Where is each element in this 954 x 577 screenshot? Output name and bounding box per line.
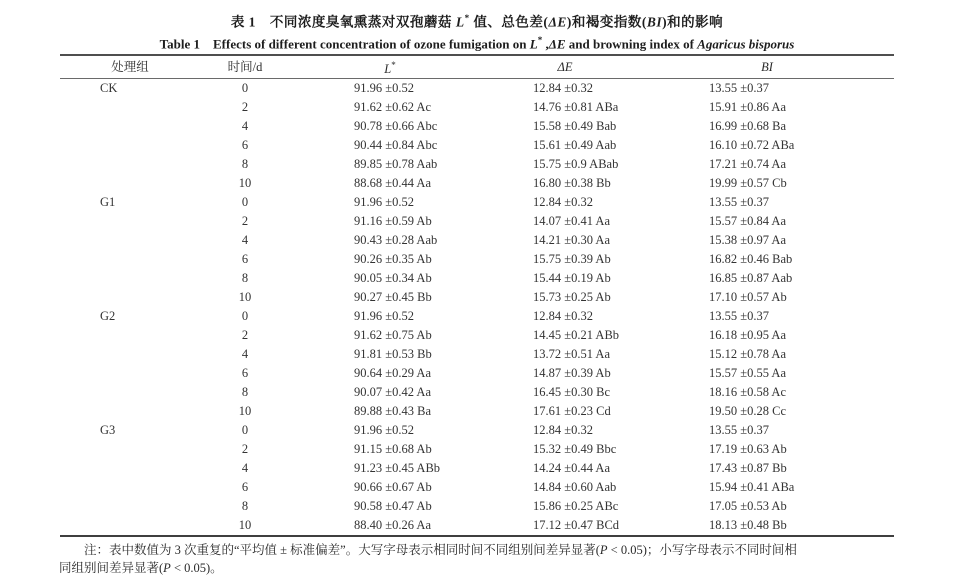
cell-L: 90.07 ±0.42 Aa [354, 384, 431, 399]
cell-L: 91.96 ±0.52 [354, 194, 414, 209]
cell-L: 89.88 ±0.43 Ba [354, 403, 431, 418]
cell-BI: 16.85 ±0.87 Aab [709, 270, 793, 285]
cell-time: 0 [241, 80, 249, 95]
title-cn-prefix: 表 1 不同浓度臭氧熏蒸对双孢蘑菇 [230, 14, 456, 30]
cell-BI: 13.55 ±0.37 [709, 308, 769, 323]
col-header-deltaE [490, 55, 640, 79]
cell-L: 90.26 ±0.35 Ab [354, 251, 432, 266]
cell-L: 90.05 ±0.34 Ab [354, 270, 432, 285]
cell-deltaE: 14.07 ±0.41 Aa [533, 213, 610, 228]
table-row [60, 117, 894, 136]
cell-L: 91.16 ±0.59 Ab [354, 213, 432, 228]
cell-L: 90.58 ±0.47 Ab [354, 498, 432, 513]
cell-BI: 17.43 ±0.87 Bb [709, 460, 787, 475]
cell-group [60, 250, 200, 269]
title-en-prefix: Table 1 Effects of different concentration of ozone fumigation on [159, 35, 530, 51]
title-cn-BI: BI [646, 14, 663, 30]
cell-BI: 15.12 ±0.78 Aa [709, 346, 786, 361]
col-header-L [290, 55, 490, 79]
cell-BI: 15.91 ±0.86 Aa [709, 99, 786, 114]
title-cn-mid1: 值、总色差( [469, 14, 549, 30]
cell-group [60, 383, 200, 402]
cell-group [60, 231, 200, 250]
cell-time: 8 [241, 156, 249, 171]
cell-BI: 15.57 ±0.84 Aa [709, 213, 786, 228]
table-row [60, 516, 894, 536]
cell-deltaE: 15.44 ±0.19 Ab [533, 270, 611, 285]
table-row [60, 136, 894, 155]
cell-group [60, 212, 200, 231]
cell-deltaE: 14.24 ±0.44 Aa [533, 460, 610, 475]
cell-time: 6 [241, 365, 249, 380]
title-en-L: L [529, 35, 538, 51]
cell-time: 4 [241, 460, 249, 475]
table-row [60, 193, 894, 212]
cell-BI: 15.94 ±0.41 ABa [709, 479, 795, 494]
table-row [60, 459, 894, 478]
footnote-1-P: P [599, 542, 608, 557]
table-body [60, 78, 894, 536]
cell-BI: 17.10 ±0.57 Ab [709, 289, 787, 304]
cell-group [60, 459, 200, 478]
cell-BI: 19.50 ±0.28 Cc [709, 403, 786, 418]
table-title-en [0, 32, 954, 52]
cell-group [60, 326, 200, 345]
cell-BI: 15.57 ±0.55 Aa [709, 365, 786, 380]
col-header-BI-label: BI [761, 59, 773, 74]
cell-group [60, 364, 200, 383]
table-row [60, 231, 894, 250]
cell-L: 90.66 ±0.67 Ab [354, 479, 432, 494]
title-cn-suffix: )和的影响 [662, 14, 724, 30]
cell-deltaE: 13.72 ±0.51 Aa [533, 346, 610, 361]
cell-deltaE: 15.61 ±0.49 Aab [533, 137, 617, 152]
cell-L: 91.62 ±0.62 Ac [354, 99, 431, 114]
cell-group [60, 478, 200, 497]
table-row [60, 78, 894, 98]
cell-L: 90.44 ±0.84 Abc [354, 137, 438, 152]
cell-deltaE: 17.61 ±0.23 Cd [533, 403, 611, 418]
cell-L: 90.43 ±0.28 Aab [354, 232, 438, 247]
data-table [60, 54, 894, 537]
cell-time: 8 [241, 270, 249, 285]
cell-group: G3 [100, 422, 116, 437]
cell-deltaE: 12.84 ±0.32 [533, 308, 593, 323]
cell-group [60, 98, 200, 117]
title-cn-L-sup: * [464, 13, 470, 23]
table-row [60, 98, 894, 117]
cell-time: 0 [241, 308, 249, 323]
cell-deltaE: 15.75 ±0.9 ABab [533, 156, 619, 171]
cell-time: 2 [241, 213, 249, 228]
footnote-1b: < 0.05)；小写字母表示不同时间相 [607, 542, 797, 557]
cell-deltaE: 15.73 ±0.25 Ab [533, 289, 611, 304]
cell-L: 90.64 ±0.29 Aa [354, 365, 431, 380]
footnote-line-2 [59, 559, 895, 577]
cell-time: 4 [241, 232, 249, 247]
cell-group: G1 [100, 194, 116, 209]
table-row [60, 497, 894, 516]
title-en-mid2: and browning index of [565, 35, 698, 51]
cell-group [60, 497, 200, 516]
cell-BI: 19.99 ±0.57 Cb [709, 175, 787, 190]
cell-group [60, 440, 200, 459]
col-header-time: 时间/d [200, 55, 290, 79]
cell-BI: 13.55 ±0.37 [709, 422, 769, 437]
cell-BI: 17.05 ±0.53 Ab [709, 498, 787, 513]
cell-time: 10 [238, 403, 252, 418]
footnote-line-1 [59, 541, 895, 559]
cell-deltaE: 12.84 ±0.32 [533, 194, 593, 209]
table-row [60, 155, 894, 174]
col-header-BI [640, 55, 894, 79]
title-en-mid1: , [542, 35, 549, 51]
title-en-deltaE: ΔE [548, 35, 566, 51]
cell-deltaE: 14.21 ±0.30 Aa [533, 232, 610, 247]
cell-time: 2 [241, 99, 249, 114]
table-row [60, 250, 894, 269]
cell-group [60, 402, 200, 421]
cell-BI: 16.18 ±0.95 Aa [709, 327, 786, 342]
title-en-species: Agaricus bisporus [697, 35, 795, 51]
cell-L: 90.27 ±0.45 Bb [354, 289, 432, 304]
footnote-1a: 注：表中数值为 3 次重复的“平均值 ± 标准偏差”。大写字母表示相同时间不同组别间差异显著( [84, 542, 600, 557]
table-row [60, 345, 894, 364]
cell-deltaE: 14.87 ±0.39 Ab [533, 365, 611, 380]
cell-deltaE: 15.86 ±0.25 ABc [533, 498, 619, 513]
cell-deltaE: 14.45 ±0.21 ABb [533, 327, 620, 342]
cell-group [60, 117, 200, 136]
cell-L: 88.40 ±0.26 Aa [354, 517, 431, 532]
cell-group [60, 174, 200, 193]
footnote-2a: 同组别间差异显著( [59, 560, 164, 575]
cell-time: 8 [241, 384, 249, 399]
cell-BI: 15.38 ±0.97 Aa [709, 232, 786, 247]
col-header-L-sup: * [391, 59, 396, 70]
table-row [60, 383, 894, 402]
cell-L: 88.68 ±0.44 Aa [354, 175, 431, 190]
table-row [60, 174, 894, 193]
cell-BI: 16.99 ±0.68 Ba [709, 118, 786, 133]
cell-time: 10 [238, 175, 252, 190]
table-row [60, 307, 894, 326]
cell-time: 10 [238, 289, 252, 304]
header-row [60, 55, 894, 79]
cell-BI: 13.55 ±0.37 [709, 194, 769, 209]
cell-time: 0 [241, 422, 249, 437]
cell-BI: 18.13 ±0.48 Bb [709, 517, 787, 532]
cell-group [60, 136, 200, 155]
cell-time: 2 [241, 441, 249, 456]
cell-time: 2 [241, 327, 249, 342]
cell-BI: 17.19 ±0.63 Ab [709, 441, 787, 456]
cell-time: 8 [241, 498, 249, 513]
cell-deltaE: 12.84 ±0.32 [533, 422, 593, 437]
cell-L: 89.85 ±0.78 Aab [354, 156, 438, 171]
cell-L: 90.78 ±0.66 Abc [354, 118, 438, 133]
cell-group [60, 269, 200, 288]
table-row [60, 440, 894, 459]
cell-BI: 17.21 ±0.74 Aa [709, 156, 786, 171]
cell-group [60, 288, 200, 307]
table-row [60, 402, 894, 421]
cell-BI: 16.82 ±0.46 Bab [709, 251, 793, 266]
table-title-cn [0, 0, 954, 32]
cell-L: 91.15 ±0.68 Ab [354, 441, 432, 456]
cell-time: 6 [241, 479, 249, 494]
cell-time: 4 [241, 346, 249, 361]
footnote-2-P: P [163, 560, 171, 575]
cell-group: G2 [100, 308, 116, 323]
cell-time: 4 [241, 118, 249, 133]
cell-deltaE: 12.84 ±0.32 [533, 80, 593, 95]
cell-group: CK [100, 80, 118, 95]
title-cn-mid2: )和褐变指数( [566, 14, 647, 30]
cell-group [60, 155, 200, 174]
cell-group [60, 516, 200, 536]
table-row [60, 364, 894, 383]
cell-time: 10 [238, 517, 252, 532]
cell-deltaE: 16.45 ±0.30 Bc [533, 384, 610, 399]
cell-deltaE: 16.80 ±0.38 Bb [533, 175, 611, 190]
table-row [60, 269, 894, 288]
cell-deltaE: 14.84 ±0.60 Aab [533, 479, 617, 494]
cell-time: 6 [241, 137, 249, 152]
table-row [60, 288, 894, 307]
cell-L: 91.62 ±0.75 Ab [354, 327, 432, 342]
table-row [60, 478, 894, 497]
table-footnote [59, 541, 895, 577]
col-header-L-base: L [384, 61, 392, 76]
cell-BI: 16.10 ±0.72 ABa [709, 137, 795, 152]
cell-deltaE: 15.32 ±0.49 Bbc [533, 441, 617, 456]
cell-deltaE: 15.58 ±0.49 Bab [533, 118, 617, 133]
title-cn-L: L [455, 14, 465, 30]
title-en-L-sup: * [537, 34, 543, 45]
col-header-group: 处理组 [60, 55, 200, 79]
table-row [60, 212, 894, 231]
cell-L: 91.23 ±0.45 ABb [354, 460, 441, 475]
cell-BI: 18.16 ±0.58 Ac [709, 384, 786, 399]
cell-L: 91.81 ±0.53 Bb [354, 346, 432, 361]
table-row [60, 326, 894, 345]
cell-time: 0 [241, 194, 249, 209]
cell-time: 6 [241, 251, 249, 266]
cell-BI: 13.55 ±0.37 [709, 80, 769, 95]
col-header-deltaE-label: ΔE [557, 59, 573, 74]
cell-L: 91.96 ±0.52 [354, 422, 414, 437]
footnote-2b: < 0.05)。 [170, 560, 223, 575]
title-cn-deltaE: ΔE [548, 14, 567, 30]
cell-L: 91.96 ±0.52 [354, 308, 414, 323]
table-row [60, 421, 894, 440]
cell-deltaE: 14.76 ±0.81 ABa [533, 99, 619, 114]
cell-deltaE: 15.75 ±0.39 Ab [533, 251, 611, 266]
cell-deltaE: 17.12 ±0.47 BCd [533, 517, 620, 532]
cell-group [60, 345, 200, 364]
cell-L: 91.96 ±0.52 [354, 80, 414, 95]
